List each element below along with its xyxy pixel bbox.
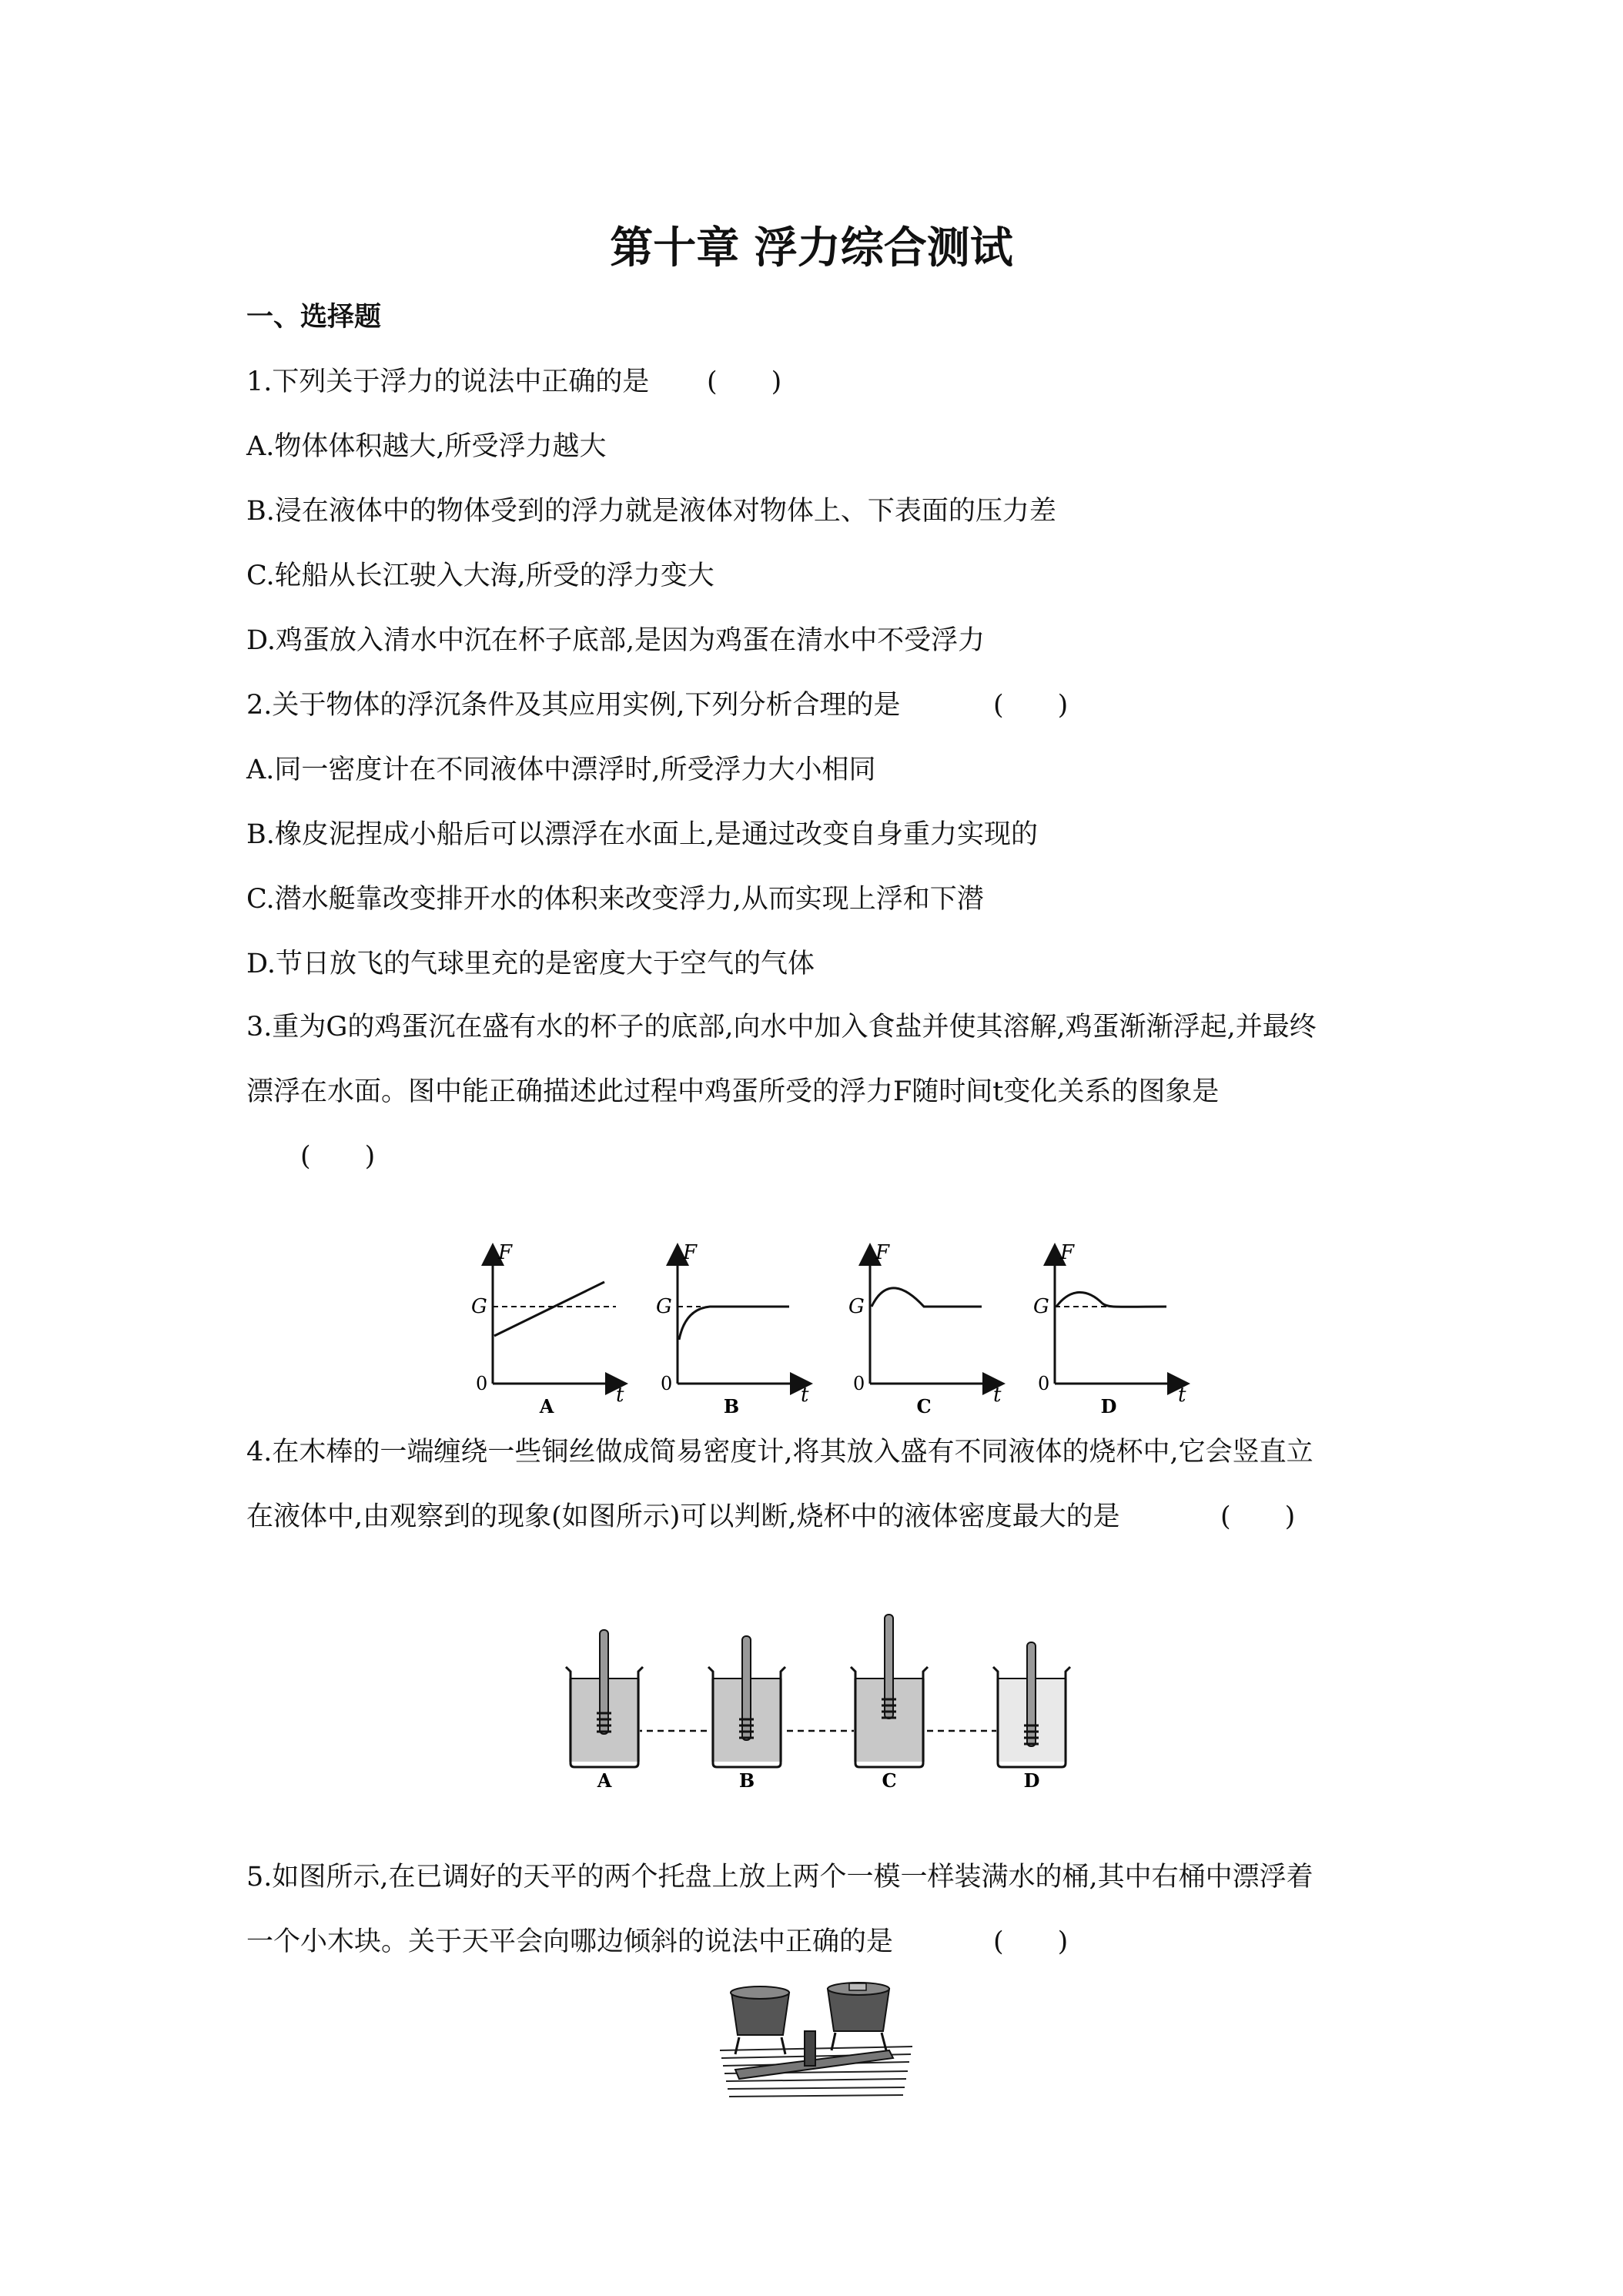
- q1-option-d: D.鸡蛋放入清水中沉在杯子底部,是因为鸡蛋在清水中不受浮力: [246, 625, 986, 656]
- page-title: 第十章 浮力综合测试: [610, 223, 1013, 273]
- q2-answer-bracket: ( ): [993, 690, 1069, 721]
- graph-a-level-label: G: [471, 1295, 487, 1318]
- graph-a-y-label: F: [498, 1241, 513, 1264]
- graph-d-label: D: [1100, 1395, 1117, 1417]
- q4-text-line1: 4.在木棒的一端缠绕一些铜丝做成简易密度计,将其放入盛有不同液体的烧杯中,它会竖直立: [246, 1437, 1313, 1468]
- graph-a-label: A: [539, 1395, 554, 1417]
- graph-d: [1033, 1241, 1186, 1417]
- graph-b-y-label: F: [683, 1241, 698, 1264]
- q1-option-a: A.物体体积越大,所受浮力越大: [246, 431, 607, 462]
- q2-option-a: A.同一密度计在不同液体中漂浮时,所受浮力大小相同: [246, 755, 876, 785]
- beaker-a-label: A: [597, 1769, 612, 1792]
- graph-c-label: C: [916, 1395, 932, 1417]
- beaker-c: [851, 1615, 928, 1792]
- q5-balance-figure: [712, 1977, 920, 2108]
- q2-option-b: B.橡皮泥捏成小船后可以漂浮在水面上,是通过改变自身重力实现的: [246, 819, 1038, 850]
- graph-b-x-label: t: [801, 1384, 809, 1407]
- q3-graphs-figure: [447, 1236, 1186, 1421]
- graph-d-x-label: t: [1178, 1384, 1186, 1407]
- q2-option-d: D.节日放飞的气球里充的是密度大于空气的气体: [246, 949, 815, 979]
- q4-answer-bracket: ( ): [1220, 1501, 1296, 1532]
- q4-beakers-figure: [550, 1605, 1074, 1790]
- graph-c: [848, 1241, 1002, 1417]
- q2-option-c: C.潜水艇靠改变排开水的体积来改变浮力,从而实现上浮和下潜: [246, 884, 984, 915]
- q5-text-line2: 一个小木块。关于天平会向哪边倾斜的说法中正确的是: [246, 1926, 894, 1957]
- q3-answer-bracket: ( ): [300, 1141, 376, 1172]
- right-bucket: [828, 1983, 889, 2050]
- graph-c-x-label: t: [993, 1384, 1002, 1407]
- graph-a-x-label: t: [616, 1384, 624, 1407]
- graph-b-label: B: [723, 1395, 740, 1417]
- q1-answer-bracket: ( ): [707, 366, 782, 397]
- beaker-b-label: B: [738, 1769, 755, 1792]
- beaker-b: [708, 1636, 785, 1792]
- graph-c-level-label: G: [848, 1295, 865, 1318]
- graph-d-origin: 0: [1038, 1373, 1050, 1394]
- q5-answer-bracket: ( ): [993, 1926, 1069, 1957]
- graph-b-origin: 0: [661, 1373, 673, 1394]
- beaker-d-label: D: [1023, 1769, 1040, 1792]
- q5-text-line1: 5.如图所示,在已调好的天平的两个托盘上放上两个一模一样装满水的桶,其中右桶中漂浮着: [246, 1862, 1313, 1893]
- graph-a-origin: 0: [476, 1373, 488, 1394]
- section-heading: 一、选择题: [246, 302, 382, 333]
- graph-c-origin: 0: [853, 1373, 865, 1394]
- graph-a: [471, 1241, 624, 1417]
- q1-option-c: C.轮船从长江驶入大海,所受的浮力变大: [246, 561, 714, 591]
- graph-d-y-label: F: [1060, 1241, 1075, 1264]
- q2-stem: 2.关于物体的浮沉条件及其应用实例,下列分析合理的是: [246, 690, 901, 721]
- beaker-c-label: C: [882, 1769, 897, 1792]
- graph-b: [656, 1241, 809, 1417]
- beaker-a: [566, 1630, 643, 1792]
- beaker-d: [993, 1642, 1070, 1792]
- q3-text-line2: 漂浮在水面。图中能正确描述此过程中鸡蛋所受的浮力F随时间t变化关系的图象是: [246, 1076, 1220, 1107]
- q1-option-b: B.浸在液体中的物体受到的浮力就是液体对物体上、下表面的压力差: [246, 496, 1056, 527]
- graph-d-level-label: G: [1033, 1295, 1049, 1318]
- graph-b-level-label: G: [656, 1295, 672, 1318]
- graph-c-y-label: F: [875, 1241, 890, 1264]
- q1-stem: 1.下列关于浮力的说法中正确的是: [246, 366, 650, 397]
- q4-text-line2: 在液体中,由观察到的现象(如图所示)可以判断,烧杯中的液体密度最大的是: [246, 1501, 1120, 1532]
- q3-text-line1: 3.重为G的鸡蛋沉在盛有水的杯子的底部,向水中加入食盐并使其溶解,鸡蛋渐渐浮起,并最终: [246, 1012, 1317, 1043]
